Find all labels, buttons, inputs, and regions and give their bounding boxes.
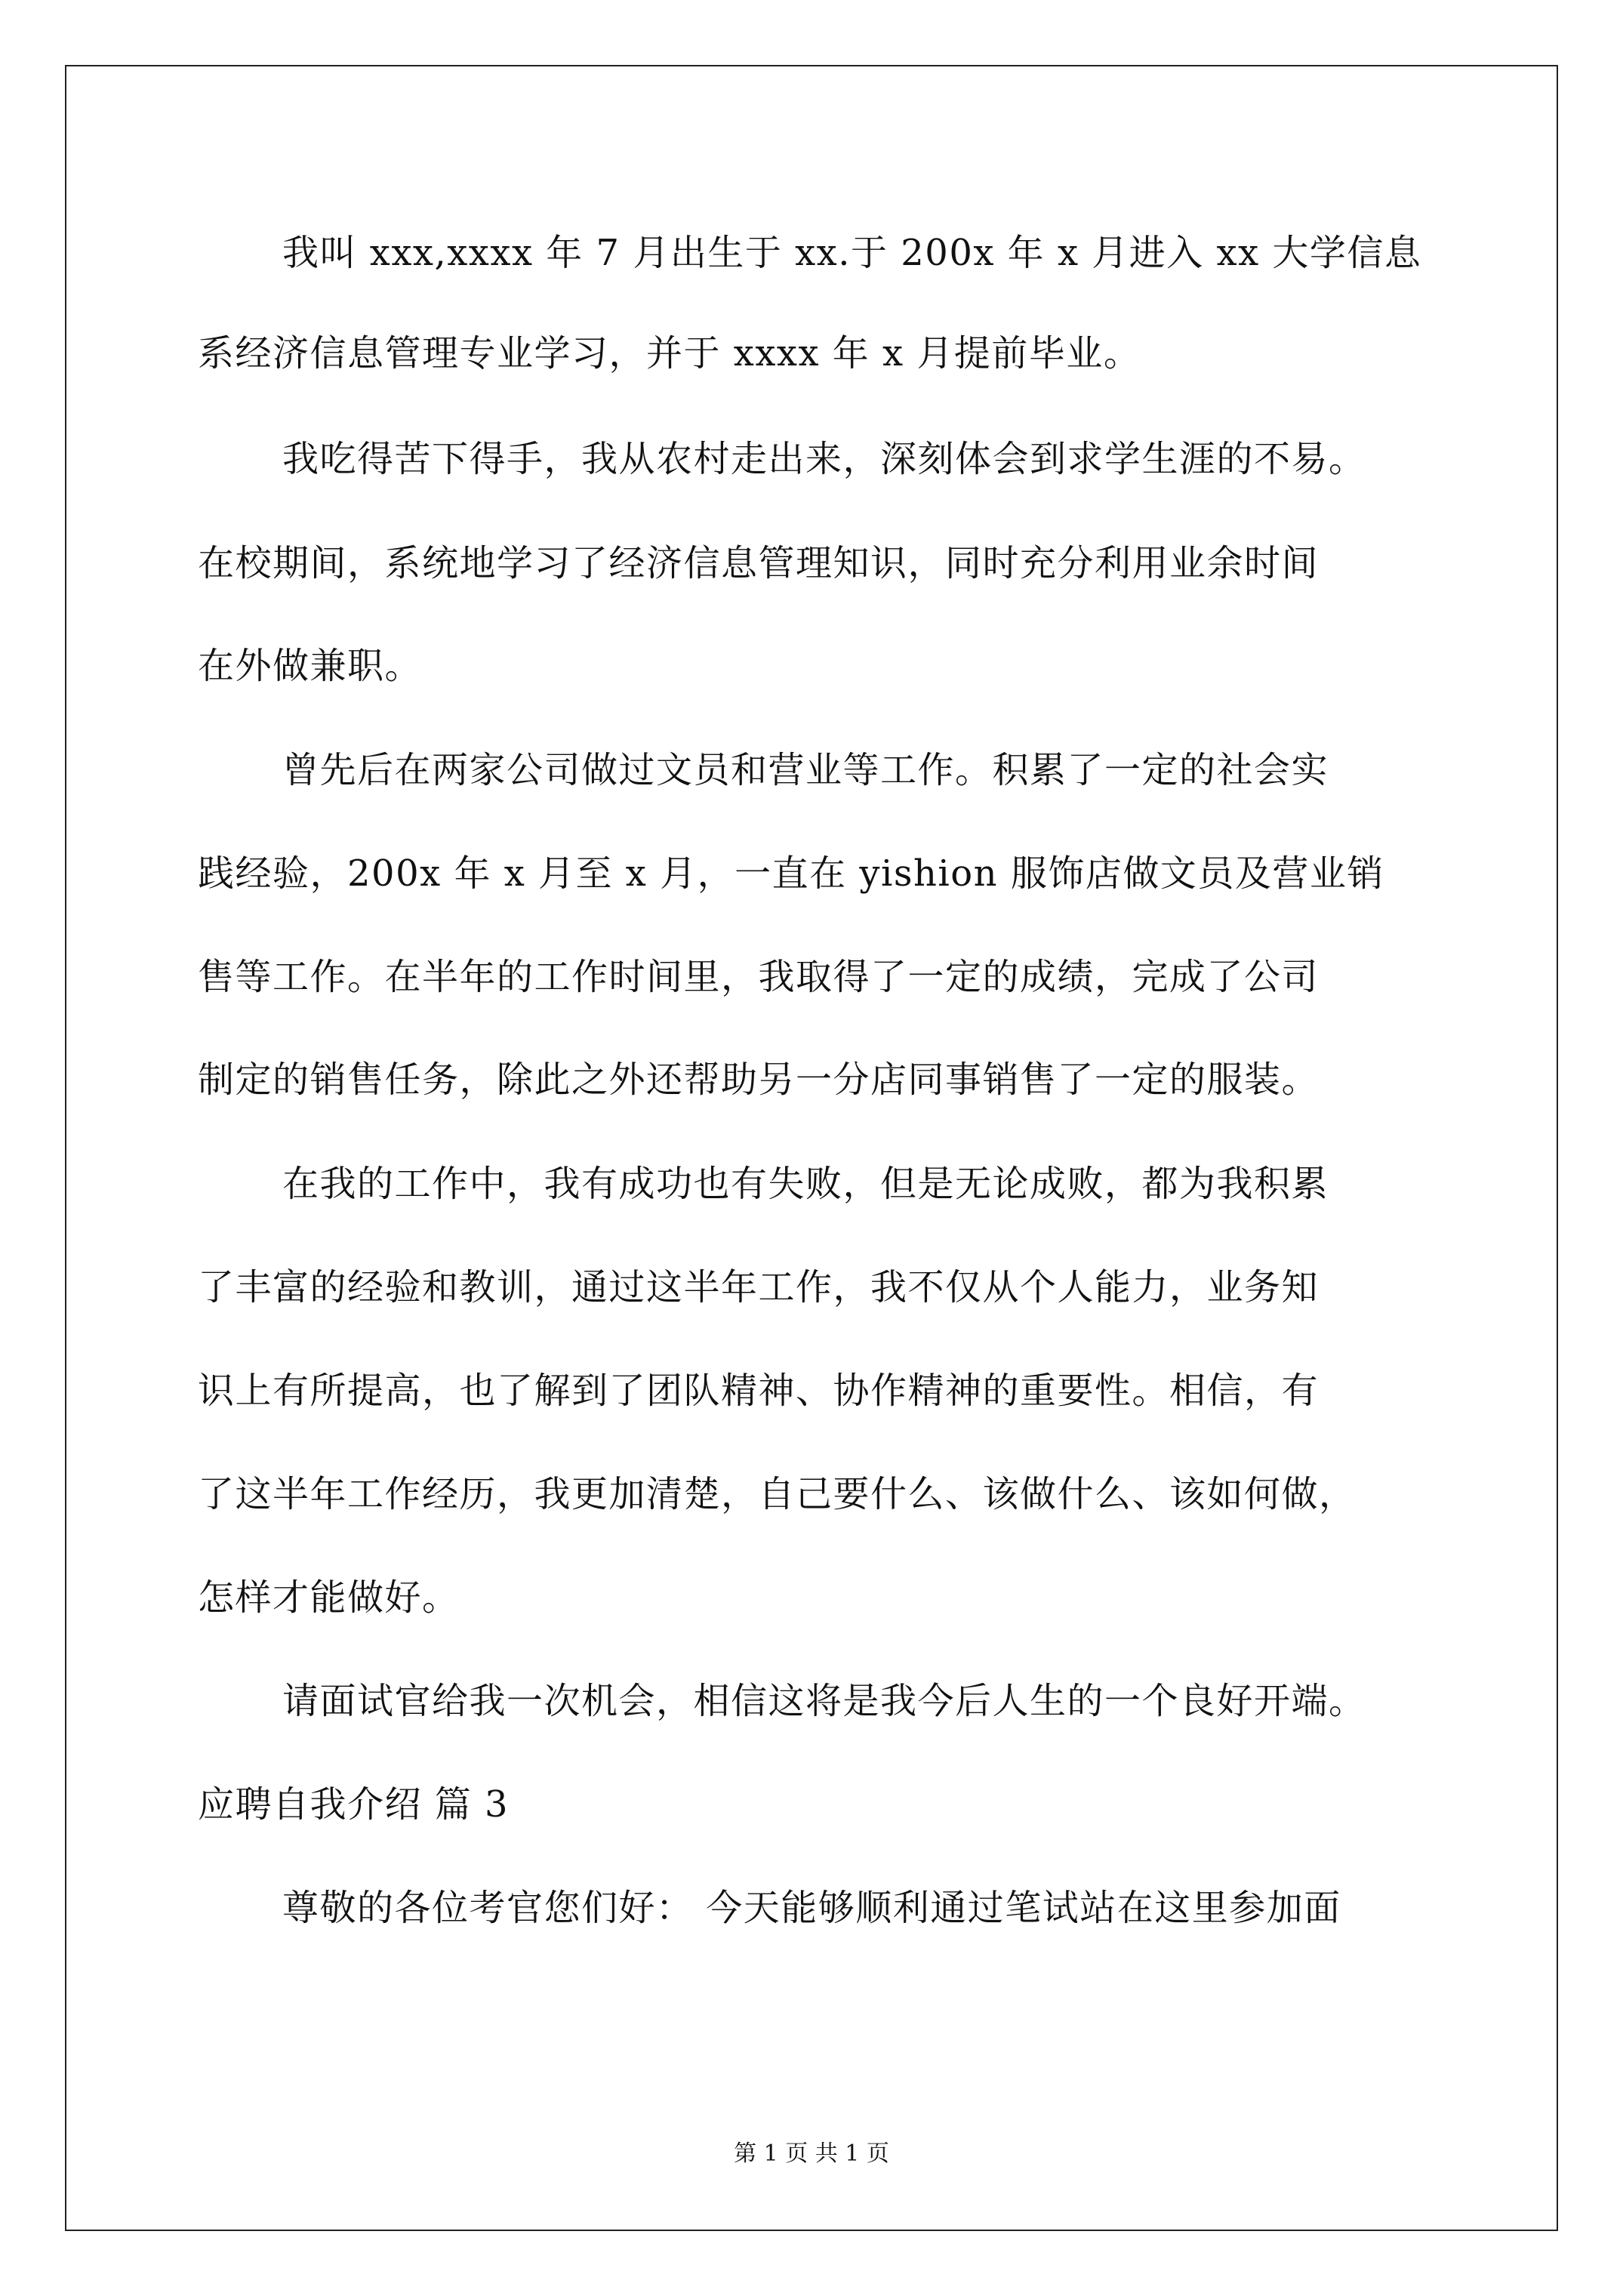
paragraph-1-line-1: 我叫 xxx,xxxx 年 7 月出生于 xx.于 200x 年 x 月进入 xx 大学信息 [282, 232, 1422, 274]
paragraph-4-line-4: 了这半年工作经历，我更加清楚，自己要什么、该做什么、该如何做， [198, 1473, 1357, 1515]
paragraph-3-line-3: 售等工作。在半年的工作时间里，我取得了一定的成绩，完成了公司 [198, 956, 1320, 998]
paragraph-2-line-2: 在校期间，系统地学习了经济信息管理知识，同时充分利用业余时间 [198, 542, 1320, 584]
paragraph-3-line-4: 制定的销售任务，除此之外还帮助另一分店同事销售了一定的服装。 [198, 1059, 1320, 1101]
paragraph-2-line-3: 在外做兼职。 [198, 645, 423, 687]
paragraph-4-line-3: 识上有所提高，也了解到了团队精神、协作精神的重要性。相信，有 [198, 1370, 1320, 1412]
paragraph-4-line-2: 了丰富的经验和教训，通过这半年工作，我不仅从个人能力，业务知 [198, 1266, 1320, 1308]
paragraph-2-line-1: 我吃得苦下得手，我从农村走出来，深刻体会到求学生涯的不易。 [282, 438, 1366, 480]
section-heading: 应聘自我介绍 篇 3 [198, 1783, 510, 1826]
paragraph-4-line-5: 怎样才能做好。 [198, 1576, 460, 1619]
page-footer: 第 1 页 共 1 页 [734, 2140, 889, 2167]
paragraph-5-line-1: 请面试官给我一次机会，相信这将是我今后人生的一个良好开端。 [282, 1680, 1366, 1722]
paragraph-3-line-1: 曾先后在两家公司做过文员和营业等工作。积累了一定的社会实 [282, 749, 1329, 791]
paragraph-6-line-1: 尊敬的各位考官您们好： 今天能够顺利通过笔试站在这里参加面 [282, 1887, 1341, 1929]
paragraph-1-line-2: 系经济信息管理专业学习，并于 xxxx 年 x 月提前毕业。 [198, 332, 1141, 374]
paragraph-4-line-1: 在我的工作中，我有成功也有失败，但是无论成败，都为我积累 [282, 1163, 1329, 1205]
paragraph-3-line-2: 践经验，200x 年 x 月至 x 月，一直在 yishion 服饰店做文员及营业销 [198, 852, 1384, 895]
